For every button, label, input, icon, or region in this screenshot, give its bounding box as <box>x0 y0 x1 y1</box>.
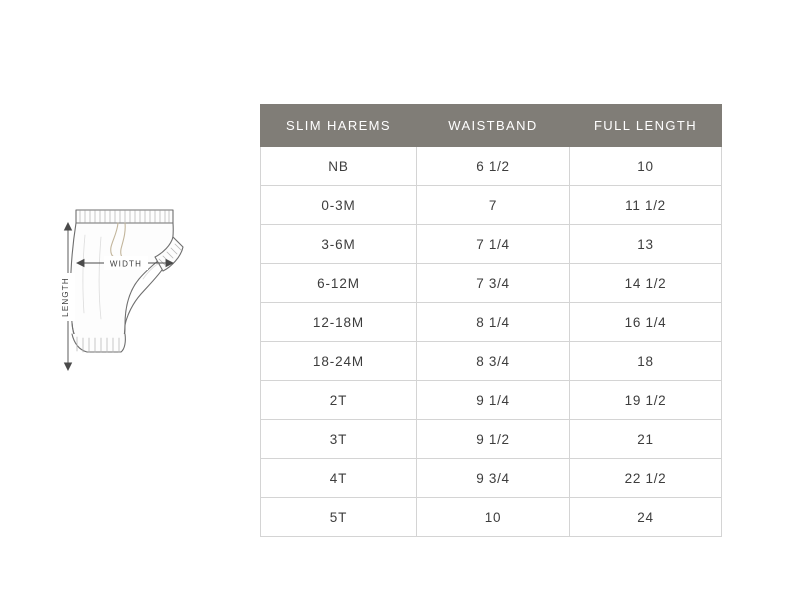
width-label: WIDTH <box>109 259 143 269</box>
length-label: LENGTH <box>61 277 70 317</box>
pants-diagram-svg <box>55 195 230 400</box>
table-row <box>261 303 722 342</box>
cell-full-length: 13 <box>570 225 722 264</box>
cell-size: 4T <box>261 459 417 498</box>
cell-waistband: 9 1/2 <box>417 420 570 459</box>
cell-full-length: 18 <box>570 342 722 381</box>
cell-waistband: 10 <box>417 498 570 537</box>
table-row <box>261 420 722 459</box>
size-chart-header <box>261 105 722 147</box>
table-row <box>261 498 722 537</box>
column-header-waistband: WAISTBAND <box>417 105 570 147</box>
cell-full-length: 22 1/2 <box>570 459 722 498</box>
cell-waistband: 8 3/4 <box>417 342 570 381</box>
cell-full-length: 11 1/2 <box>570 186 722 225</box>
cell-size: 6-12M <box>261 264 417 303</box>
cell-size: 18-24M <box>261 342 417 381</box>
column-header-full-length: FULL LENGTH <box>570 105 722 147</box>
table-row <box>261 147 722 186</box>
cell-full-length: 19 1/2 <box>570 381 722 420</box>
table-header-row <box>261 105 722 147</box>
size-chart-body <box>261 147 722 537</box>
cell-waistband: 9 1/4 <box>417 381 570 420</box>
column-header-style: SLIM HAREMS <box>261 105 417 147</box>
cell-waistband: 7 3/4 <box>417 264 570 303</box>
cell-full-length: 21 <box>570 420 722 459</box>
cell-size: 2T <box>261 381 417 420</box>
cell-full-length: 10 <box>570 147 722 186</box>
cell-size: NB <box>261 147 417 186</box>
cell-size: 3T <box>261 420 417 459</box>
table-row <box>261 381 722 420</box>
cell-size: 5T <box>261 498 417 537</box>
cell-waistband: 6 1/2 <box>417 147 570 186</box>
cell-size: 3-6M <box>261 225 417 264</box>
table-row <box>261 342 722 381</box>
cell-full-length: 16 1/4 <box>570 303 722 342</box>
table-row <box>261 186 722 225</box>
cell-size: 12-18M <box>261 303 417 342</box>
table-row <box>261 264 722 303</box>
cell-waistband: 9 3/4 <box>417 459 570 498</box>
table-row <box>261 225 722 264</box>
cell-size: 0-3M <box>261 186 417 225</box>
cell-waistband: 7 1/4 <box>417 225 570 264</box>
cell-waistband: 7 <box>417 186 570 225</box>
cell-full-length: 14 1/2 <box>570 264 722 303</box>
table-row <box>261 459 722 498</box>
size-chart-table <box>260 104 722 537</box>
pants-illustration <box>55 195 230 400</box>
cell-full-length: 24 <box>570 498 722 537</box>
cell-waistband: 8 1/4 <box>417 303 570 342</box>
